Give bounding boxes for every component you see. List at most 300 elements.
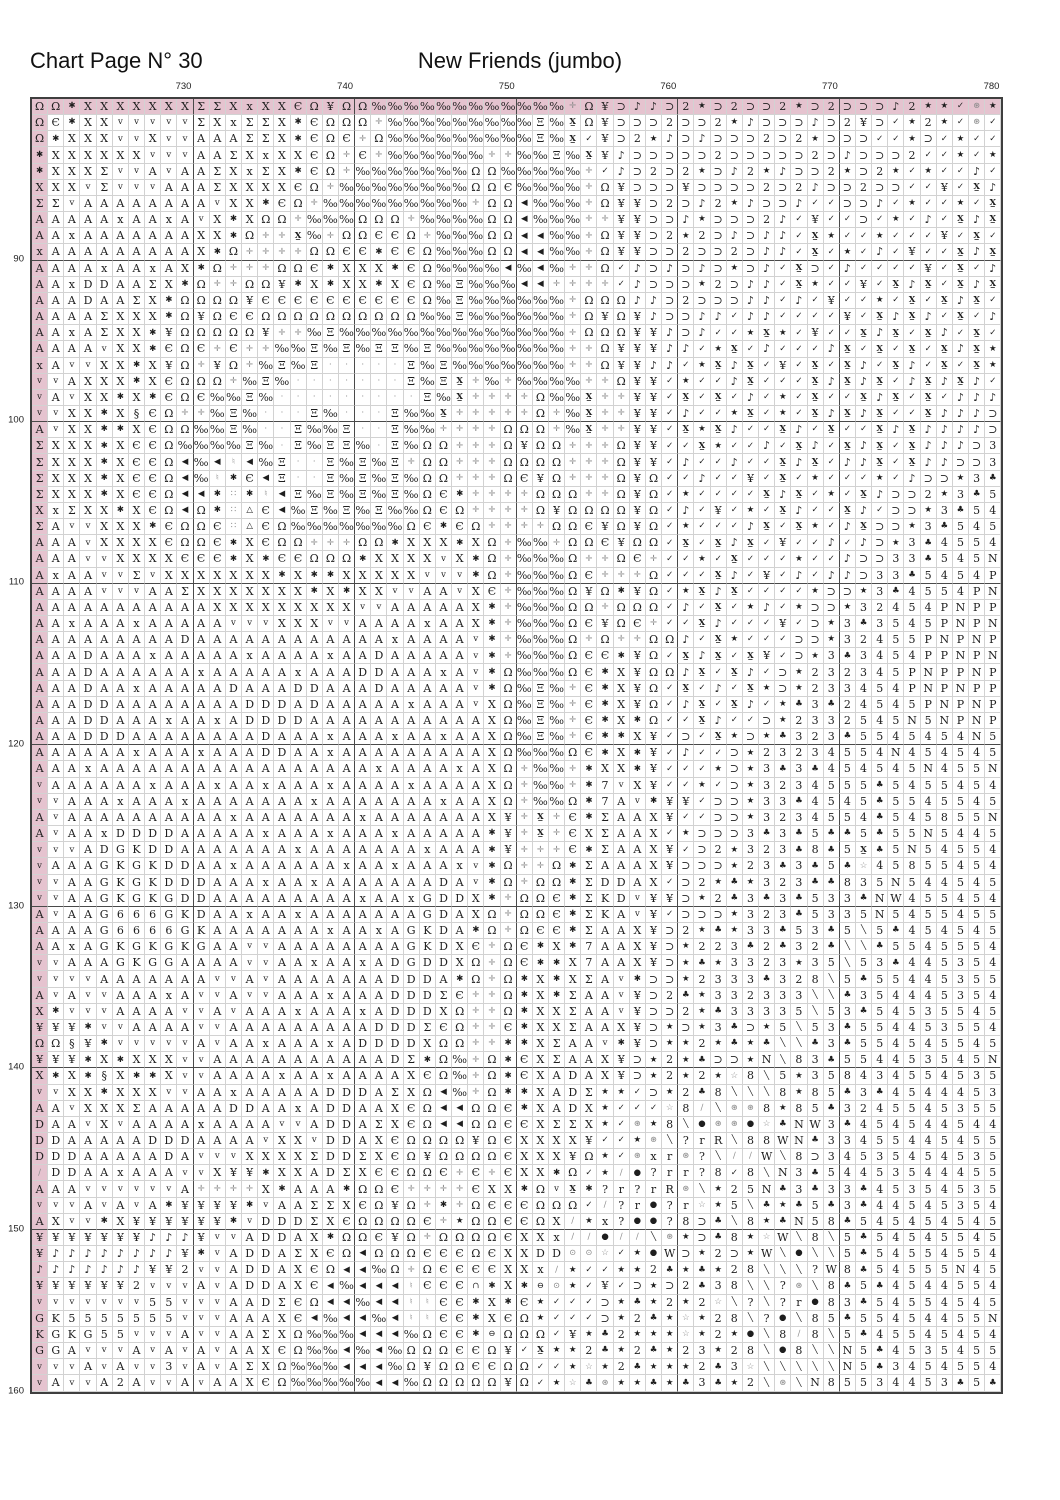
chart-cell: ¥ — [630, 374, 646, 390]
chart-cell: ✱ — [597, 713, 613, 729]
chart-cell: v — [194, 1295, 210, 1311]
chart-cell: 5 — [937, 1343, 953, 1359]
chart-cell: ♣ — [937, 519, 953, 535]
chart-cell: ♣ — [727, 891, 743, 907]
chart-cell: 4 — [904, 955, 920, 971]
chart-cell: Ω — [355, 1230, 371, 1246]
chart-cell: ★ — [921, 164, 937, 180]
chart-cell: Σ — [565, 988, 581, 1004]
chart-cell: ‰ — [549, 745, 565, 761]
chart-cell: A — [194, 842, 210, 858]
chart-cell: ♣ — [872, 842, 888, 858]
chart-cell: D — [48, 1165, 64, 1181]
chart-cell: ♪ — [64, 1262, 80, 1278]
chart-cell: A — [258, 1117, 274, 1133]
chart-cell: ♪ — [856, 374, 872, 390]
chart-cell: Ω — [420, 1343, 436, 1359]
chart-cell: ✛ — [581, 277, 597, 293]
chart-cell: D — [404, 1036, 420, 1052]
chart-cell: 4 — [969, 1004, 985, 1020]
chart-cell: ¥ — [630, 325, 646, 341]
chart-cell: ✓ — [904, 164, 920, 180]
chart-cell: x — [323, 745, 339, 761]
chart-cell: A — [614, 923, 630, 939]
chart-cell: ✓ — [711, 406, 727, 422]
chart-cell: ✓ — [840, 487, 856, 503]
chart-cell: ⊃ — [678, 1246, 694, 1262]
chart-cell: X — [517, 1262, 533, 1278]
chart-cell: A — [48, 1181, 64, 1197]
chart-cell: X — [97, 1117, 113, 1133]
chart-cell: A — [452, 681, 468, 697]
chart-cell: ‰ — [242, 406, 258, 422]
chart-cell: 3 — [872, 955, 888, 971]
chart-cell: A — [242, 1020, 258, 1036]
chart-cell: A — [274, 971, 290, 987]
chart-cell: A — [64, 810, 80, 826]
chart-cell: Є — [307, 1262, 323, 1278]
chart-cell: A — [80, 1133, 96, 1149]
chart-cell: Ω — [404, 1133, 420, 1149]
chart-cell: ♣ — [662, 1262, 678, 1278]
chart-cell: X — [468, 535, 484, 551]
chart-cell: ★ — [597, 1149, 613, 1165]
chart-cell: 8 — [727, 1230, 743, 1246]
chart-cell: 5 — [743, 1181, 759, 1197]
chart-cell: ♮ — [210, 471, 226, 487]
chart-cell: Ω — [597, 632, 613, 648]
chart-cell: ♪ — [97, 1262, 113, 1278]
chart-cell: A — [226, 729, 242, 745]
chart-cell: 5 — [921, 907, 937, 923]
chart-cell: A — [307, 632, 323, 648]
chart-cell: Ω — [323, 1262, 339, 1278]
chart-cell: ✛ — [549, 406, 565, 422]
chart-cell: ♣ — [743, 939, 759, 955]
chart-cell: 5 — [985, 1343, 1001, 1359]
chart-cell: A — [291, 794, 307, 810]
chart-cell: x — [323, 826, 339, 842]
chart-cell: A — [242, 1343, 258, 1359]
chart-cell: 4 — [888, 761, 904, 777]
chart-cell: ¥ — [630, 212, 646, 228]
chart-cell: ✓ — [904, 180, 920, 196]
chart-cell: 4 — [888, 1198, 904, 1214]
chart-cell: A — [80, 244, 96, 260]
chart-cell: ¥ — [549, 503, 565, 519]
chart-cell: X — [113, 358, 129, 374]
chart-cell: Ω — [501, 988, 517, 1004]
chart-cell: ‰ — [194, 454, 210, 470]
chart-cell: 2 — [727, 1181, 743, 1197]
chart-cell: X̲ — [904, 438, 920, 454]
chart-cell: Є — [517, 1117, 533, 1133]
chart-cell: ✓ — [824, 261, 840, 277]
chart-cell: A — [291, 745, 307, 761]
chart-cell: ♪ — [662, 261, 678, 277]
chart-cell: ✱ — [597, 745, 613, 761]
chart-cell: x — [371, 761, 387, 777]
chart-cell: ◀ — [323, 1295, 339, 1311]
chart-cell: X — [80, 374, 96, 390]
chart-cell: X — [274, 180, 290, 196]
chart-cell: x — [161, 988, 177, 1004]
chart-cell: X — [468, 616, 484, 632]
chart-cell: Ω — [501, 697, 517, 713]
chart-cell: ✓ — [694, 374, 710, 390]
chart-cell: X — [484, 761, 500, 777]
chart-cell: v — [614, 778, 630, 794]
chart-cell: Ω — [533, 1198, 549, 1214]
chart-cell: Є — [161, 390, 177, 406]
chart-cell: 4 — [840, 1165, 856, 1181]
chart-cell: ★ — [872, 228, 888, 244]
chart-cell: 3 — [904, 535, 920, 551]
chart-cell: ¥ — [824, 293, 840, 309]
chart-cell: ✛ — [501, 632, 517, 648]
chart-cell: ⊛ — [711, 1117, 727, 1133]
chart-cell: ✱ — [226, 228, 242, 244]
chart-cell: 8 — [824, 1278, 840, 1294]
chart-cell: A — [80, 923, 96, 939]
chart-cell: 5 — [888, 1214, 904, 1230]
chart-cell: ¥ — [242, 293, 258, 309]
chart-cell: ♪ — [969, 422, 985, 438]
chart-cell: 3 — [759, 875, 775, 891]
chart-cell: ¥ — [226, 1198, 242, 1214]
chart-cell: Ω — [161, 487, 177, 503]
chart-cell: ⊃ — [743, 131, 759, 147]
chart-cell: Σ — [97, 309, 113, 325]
chart-cell: ✱ — [614, 584, 630, 600]
chart-cell: X — [242, 147, 258, 163]
chart-cell: ♣ — [694, 1085, 710, 1101]
chart-cell: X — [355, 277, 371, 293]
chart-cell: · — [371, 358, 387, 374]
chart-cell: ★ — [597, 1085, 613, 1101]
chart-cell: ╲ — [775, 1246, 791, 1262]
chart-cell: A — [242, 794, 258, 810]
chart-cell: ♪ — [985, 390, 1001, 406]
chart-cell: ★ — [597, 1165, 613, 1181]
chart-cell: 5 — [904, 1198, 920, 1214]
chart-cell: ♣ — [791, 1198, 807, 1214]
chart-cell: A — [113, 697, 129, 713]
chart-cell: Ω — [484, 1085, 500, 1101]
chart-cell: A — [274, 842, 290, 858]
chart-cell: ⊃ — [743, 244, 759, 260]
chart-cell: ✓ — [840, 535, 856, 551]
chart-cell: 5 — [888, 939, 904, 955]
chart-cell: 3 — [856, 648, 872, 664]
chart-cell: 4 — [888, 1295, 904, 1311]
chart-cell: ∕ — [630, 1230, 646, 1246]
chart-cell: A — [371, 632, 387, 648]
chart-cell: ‰ — [291, 519, 307, 535]
chart-cell: ‰ — [387, 99, 403, 115]
chart-cell: ✓ — [808, 551, 824, 567]
chart-cell: ‰ — [307, 1343, 323, 1359]
chart-cell: ✓ — [937, 244, 953, 260]
chart-cell: N — [759, 1181, 775, 1197]
chart-cell: ✱ — [387, 261, 403, 277]
chart-cell: v — [194, 1149, 210, 1165]
chart-cell: Ω — [501, 971, 517, 987]
chart-cell: ⊃ — [775, 131, 791, 147]
chart-cell: A — [339, 971, 355, 987]
chart-cell: ★ — [694, 551, 710, 567]
chart-cell: A — [452, 729, 468, 745]
chart-cell: ✓ — [921, 244, 937, 260]
chart-cell: ✱ — [646, 794, 662, 810]
chart-cell: ⊃ — [662, 939, 678, 955]
chart-cell: Ξ — [226, 406, 242, 422]
chart-cell: ✓ — [678, 810, 694, 826]
chart-cell: A — [597, 1020, 613, 1036]
chart-cell: 2 — [694, 875, 710, 891]
chart-cell: A — [64, 988, 80, 1004]
chart-cell: v — [113, 1181, 129, 1197]
chart-cell: A — [226, 1068, 242, 1084]
chart-cell: · — [387, 358, 403, 374]
chart-cell: X — [194, 244, 210, 260]
chart-cell: ¥ — [97, 1278, 113, 1294]
chart-cell: 2 — [678, 164, 694, 180]
chart-cell: 2 — [630, 131, 646, 147]
chart-cell: ¥ — [145, 1262, 161, 1278]
chart-cell: ✱ — [113, 503, 129, 519]
chart-cell: ✛ — [452, 454, 468, 470]
chart-cell: A — [436, 842, 452, 858]
chart-cell: D — [307, 697, 323, 713]
chart-cell: X — [274, 584, 290, 600]
chart-cell: A — [129, 632, 145, 648]
chart-cell: X̲ — [904, 454, 920, 470]
chart-cell: 5 — [921, 891, 937, 907]
chart-cell: X — [484, 1181, 500, 1197]
chart-cell: ✓ — [662, 503, 678, 519]
chart-cell: Ξ — [323, 454, 339, 470]
chart-cell: ⊃ — [743, 212, 759, 228]
chart-cell: 2 — [678, 293, 694, 309]
chart-cell: ¥ — [630, 438, 646, 454]
chart-cell: D — [323, 1165, 339, 1181]
chart-cell: X — [533, 1133, 549, 1149]
chart-cell: ¥ — [904, 244, 920, 260]
chart-cell: A — [48, 551, 64, 567]
chart-cell: ‰ — [355, 341, 371, 357]
chart-cell: A — [226, 1036, 242, 1052]
chart-cell: 5 — [840, 810, 856, 826]
chart-cell: X̲ — [808, 244, 824, 260]
chart-cell: ⊃ — [872, 147, 888, 163]
chart-cell: 5 — [824, 778, 840, 794]
chart-cell: 5 — [808, 1198, 824, 1214]
chart-cell: ✓ — [969, 309, 985, 325]
chart-cell: A — [420, 600, 436, 616]
chart-cell: ✓ — [727, 309, 743, 325]
chart-cell: Σ — [323, 1198, 339, 1214]
chart-cell: ★ — [711, 1068, 727, 1084]
chart-cell: ★ — [953, 147, 969, 163]
chart-cell: ♪ — [743, 390, 759, 406]
chart-cell: A — [113, 616, 129, 632]
chart-cell: ♣ — [694, 1052, 710, 1068]
chart-cell: A — [323, 794, 339, 810]
chart-cell: 3 — [840, 632, 856, 648]
chart-cell: Є — [258, 1375, 274, 1391]
chart-cell: v — [210, 1295, 226, 1311]
chart-cell: Ξ — [387, 438, 403, 454]
chart-cell: ╲ — [727, 1214, 743, 1230]
chart-cell: Є — [501, 1149, 517, 1165]
chart-cell: 4 — [921, 1036, 937, 1052]
chart-cell: A — [210, 697, 226, 713]
chart-cell: X — [226, 180, 242, 196]
chart-cell: v — [194, 1052, 210, 1068]
chart-cell: A — [436, 971, 452, 987]
chart-cell: Ω — [291, 1343, 307, 1359]
chart-cell: ✓ — [921, 293, 937, 309]
chart-cell: 2 — [711, 1311, 727, 1327]
chart-cell: ⊃ — [646, 1036, 662, 1052]
chart-cell: 4 — [921, 729, 937, 745]
chart-cell: Ω — [565, 632, 581, 648]
chart-cell: D — [258, 1246, 274, 1262]
chart-cell: v — [113, 1295, 129, 1311]
chart-cell: x — [549, 1230, 565, 1246]
chart-cell: ★ — [985, 341, 1001, 357]
chart-cell: ✛ — [614, 568, 630, 584]
chart-cell: ‰ — [210, 422, 226, 438]
chart-cell: A — [80, 778, 96, 794]
chart-cell: Ω — [597, 228, 613, 244]
chart-cell: A — [307, 1165, 323, 1181]
chart-cell: X̲ — [759, 325, 775, 341]
chart-cell: Ω — [210, 374, 226, 390]
chart-cell: X̲ — [711, 358, 727, 374]
chart-cell: 3 — [743, 842, 759, 858]
chart-cell: Є — [452, 1246, 468, 1262]
chart-cell: ★ — [711, 1343, 727, 1359]
chart-cell: ‰ — [404, 341, 420, 357]
chart-cell: ✓ — [937, 212, 953, 228]
chart-cell: ★ — [743, 600, 759, 616]
chart-cell: 5 — [953, 535, 969, 551]
chart-cell: ★ — [824, 228, 840, 244]
chart-cell: ✓ — [791, 358, 807, 374]
chart-cell: ★ — [662, 1036, 678, 1052]
chart-cell: ‰ — [517, 616, 533, 632]
chart-cell: X — [339, 1198, 355, 1214]
chart-cell: ✓ — [840, 293, 856, 309]
chart-cell: Ω — [420, 261, 436, 277]
chart-cell: ⊙ — [549, 1278, 565, 1294]
chart-cell: ✱ — [517, 1278, 533, 1294]
chart-cell: ? — [775, 1295, 791, 1311]
chart-cell: ✛ — [274, 228, 290, 244]
chart-cell: Ω — [161, 422, 177, 438]
chart-cell: A — [129, 1020, 145, 1036]
chart-cell: ✓ — [549, 1359, 565, 1375]
chart-cell: ‰ — [387, 325, 403, 341]
chart-cell: D — [97, 729, 113, 745]
chart-cell: Ω — [484, 228, 500, 244]
chart-cell: Ω — [501, 212, 517, 228]
chart-cell: Ω — [371, 535, 387, 551]
chart-cell: ✓ — [808, 293, 824, 309]
chart-cell: ★ — [646, 1278, 662, 1294]
chart-cell: Є — [420, 1068, 436, 1084]
chart-cell: ★ — [662, 1343, 678, 1359]
chart-cell: A — [339, 681, 355, 697]
chart-cell: A — [161, 1020, 177, 1036]
chart-cell: X — [404, 1068, 420, 1084]
chart-cell: Є — [452, 519, 468, 535]
chart-cell: Є — [387, 1165, 403, 1181]
chart-cell: X — [113, 406, 129, 422]
chart-cell: A — [161, 729, 177, 745]
chart-cell: 5 — [856, 955, 872, 971]
chart-cell: ‰ — [210, 438, 226, 454]
chart-cell: ✱ — [581, 778, 597, 794]
chart-cell: X — [113, 1214, 129, 1230]
chart-cell: ¥ — [501, 1343, 517, 1359]
chart-cell: 4 — [921, 1311, 937, 1327]
chart-cell: N — [921, 826, 937, 842]
chart-cell: P — [969, 648, 985, 664]
chart-cell: 5 — [904, 697, 920, 713]
chart-cell: D — [420, 988, 436, 1004]
chart-cell: ‰ — [371, 1311, 387, 1327]
chart-cell: A — [291, 1230, 307, 1246]
chart-cell: D — [80, 277, 96, 293]
chart-cell: A — [307, 713, 323, 729]
chart-cell: A — [307, 1052, 323, 1068]
chart-cell: · — [323, 374, 339, 390]
chart-cell: ‰ — [242, 374, 258, 390]
chart-cell: ¥ — [194, 1230, 210, 1246]
chart-cell: Ω — [484, 212, 500, 228]
chart-cell: X — [161, 551, 177, 567]
chart-cell: N — [888, 875, 904, 891]
chart-cell: ⊃ — [727, 147, 743, 163]
chart-cell: 3 — [808, 1068, 824, 1084]
chart-cell: A — [129, 761, 145, 777]
chart-cell: A — [48, 519, 64, 535]
chart-cell: ✛ — [452, 1165, 468, 1181]
chart-cell: X — [614, 745, 630, 761]
chart-cell: ✱ — [242, 487, 258, 503]
chart-cell: Ω — [420, 1262, 436, 1278]
chart-cell: ¥ — [258, 325, 274, 341]
chart-cell: ♣ — [678, 1375, 694, 1391]
chart-cell: D — [226, 1101, 242, 1117]
chart-cell: ✛ — [533, 858, 549, 874]
chart-cell: ♪ — [678, 503, 694, 519]
chart-cell: 3 — [953, 487, 969, 503]
chart-cell: ✓ — [872, 131, 888, 147]
chart-cell: A — [129, 1343, 145, 1359]
chart-cell: ⊃ — [662, 244, 678, 260]
chart-cell: ✓ — [759, 664, 775, 680]
chart-cell: A — [48, 341, 64, 357]
chart-cell: v — [97, 551, 113, 567]
chart-cell: 5 — [904, 1311, 920, 1327]
chart-cell: ‰ — [484, 99, 500, 115]
chart-cell: A — [32, 761, 48, 777]
chart-cell: 5 — [824, 1311, 840, 1327]
